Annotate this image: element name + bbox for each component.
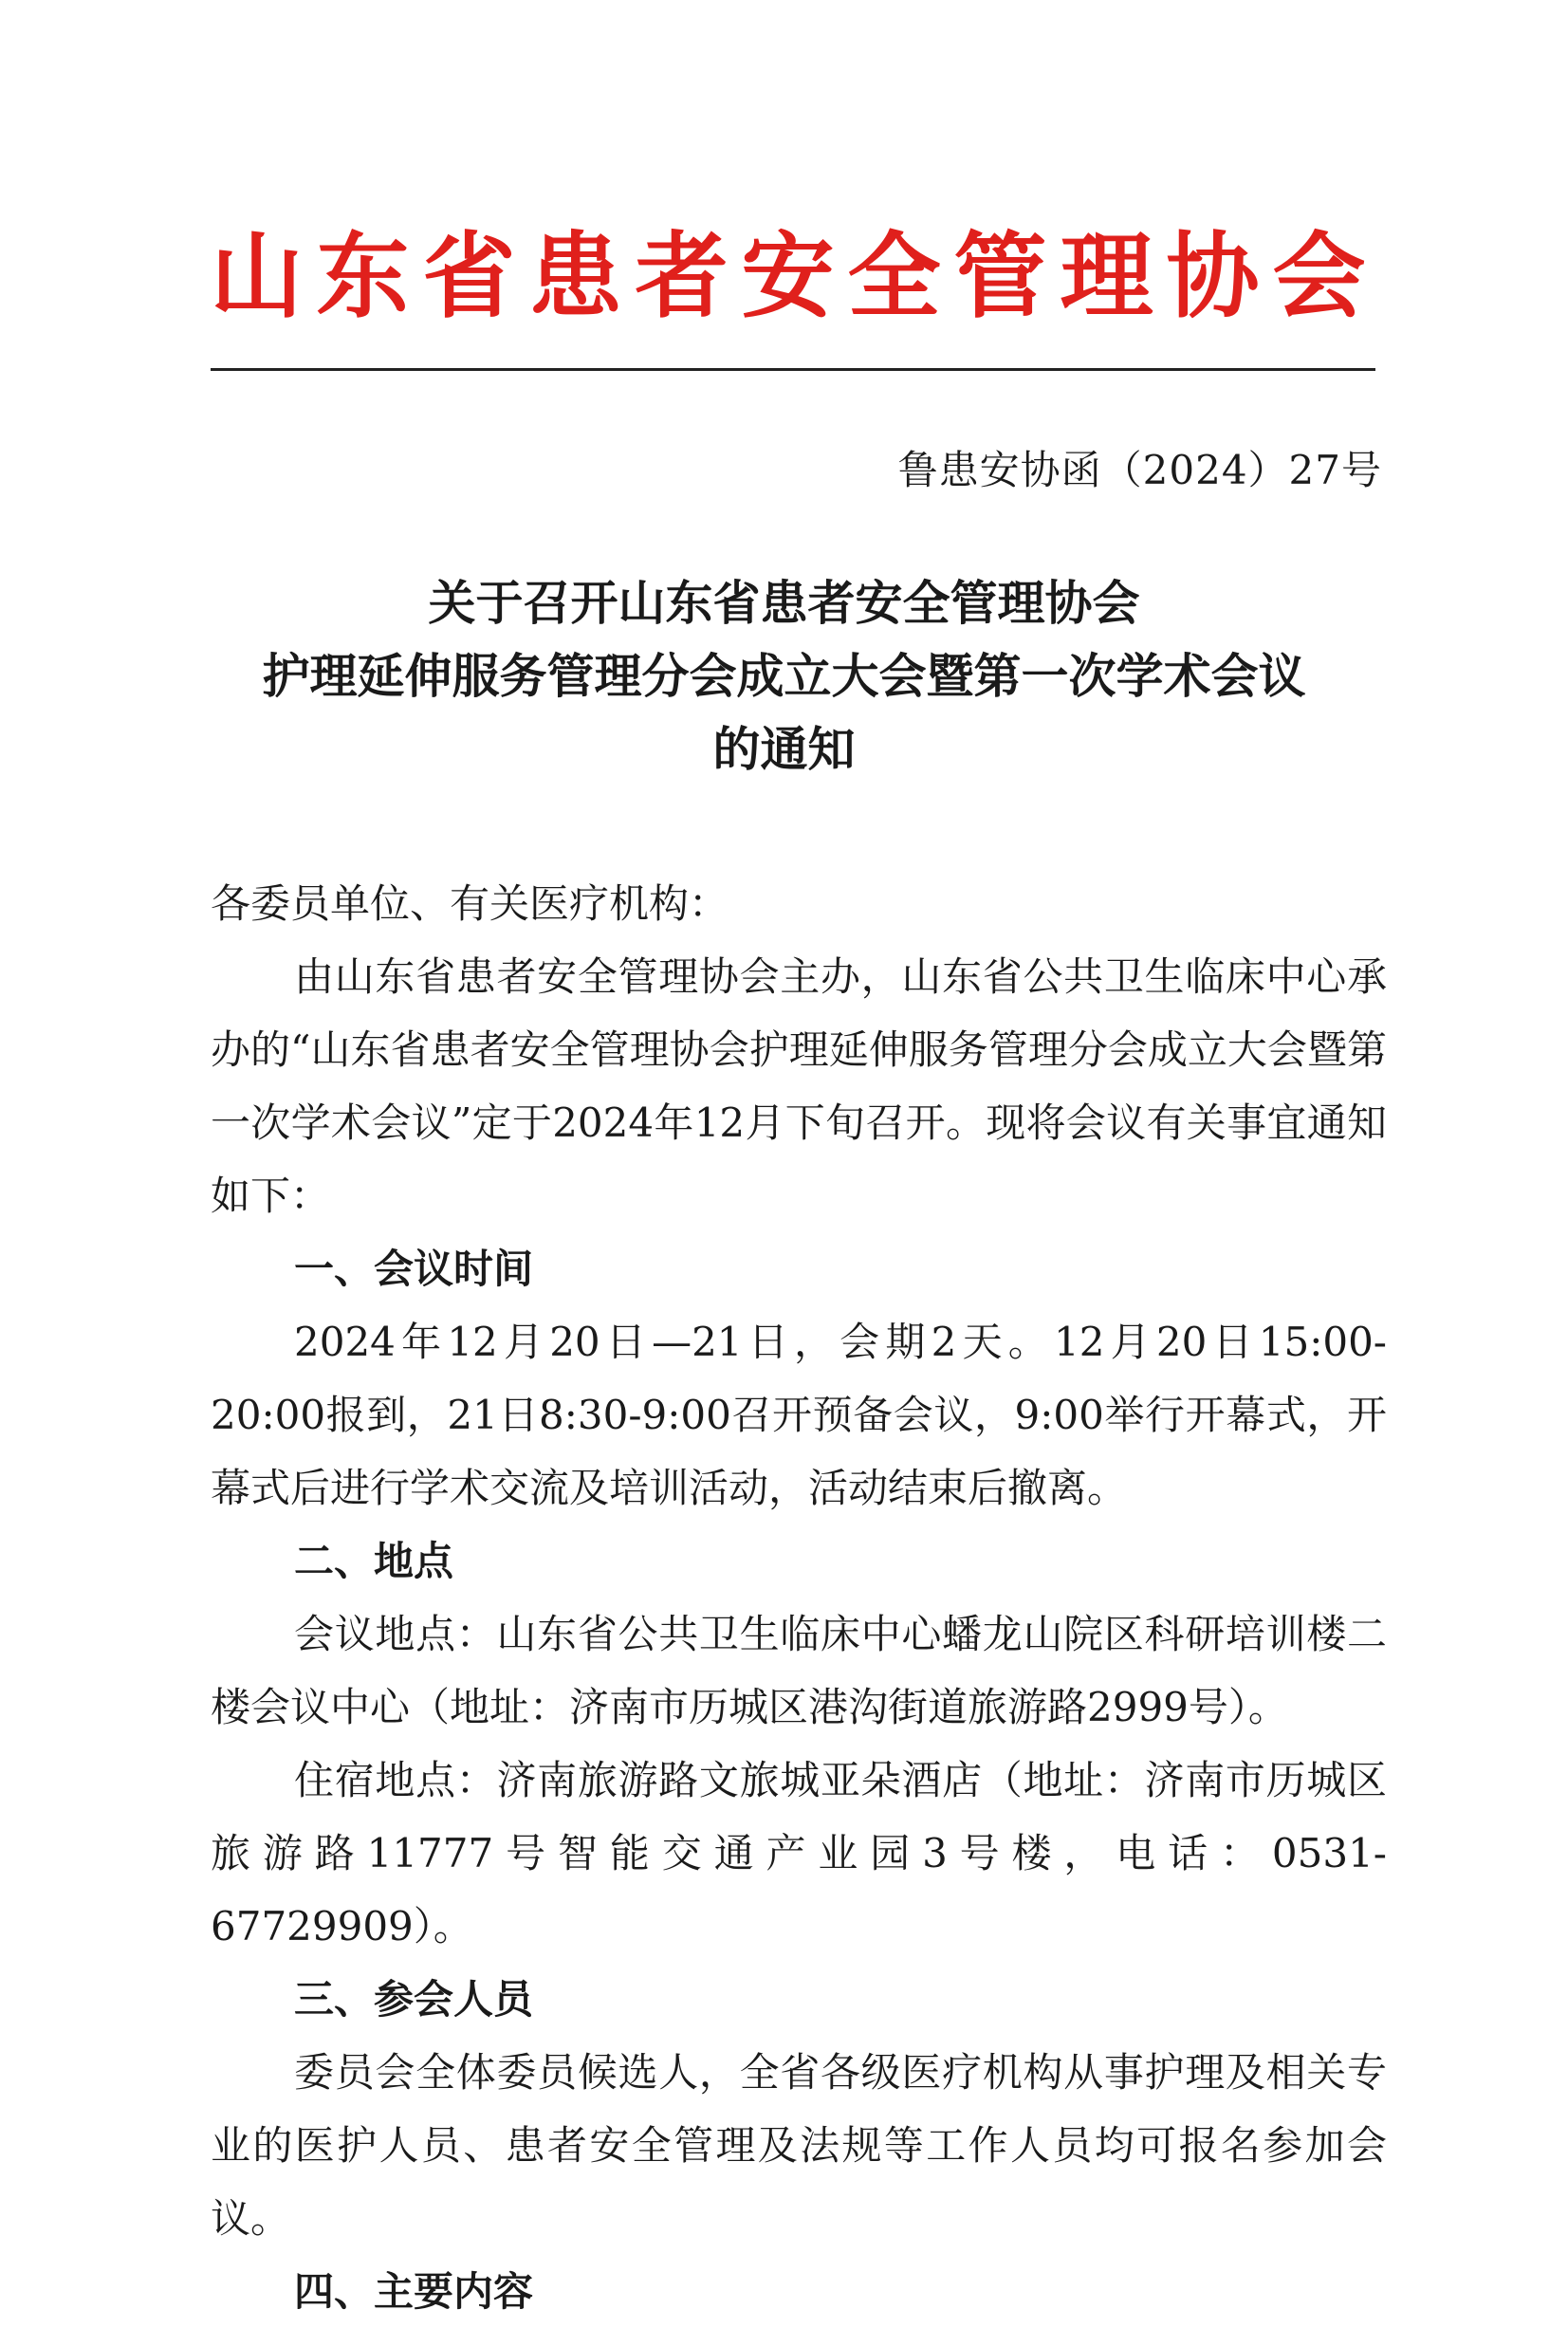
title-line-3: 的通知 bbox=[712, 722, 856, 777]
document-number: 鲁患安协函（2024）27号 bbox=[897, 447, 1382, 493]
notice-body bbox=[211, 867, 1387, 2328]
notice-title bbox=[142, 567, 1426, 786]
section-attendees-text: 委员会全体委员候选人，全省各级医疗机构从事护理及相关专业的医护人员、患者安全管理及法规等工作人员均可报名参加会议。 bbox=[211, 2049, 1387, 2242]
letterhead-divider bbox=[211, 368, 1375, 371]
section-venue-text: 会议地点：山东省公共卫生临床中心蟠龙山院区科研培训楼二楼会议中心（地址：济南市历城区港沟街道旅游路2999号）。 bbox=[211, 1611, 1387, 1730]
salutation: 各委员单位、有关医疗机构： bbox=[211, 880, 729, 927]
section-time-text: 2024年12月20日—21日，会期2天。12月20日15:00-20:00报到，21日8:30-9:00召开预备会议，9:00举行开幕式，开幕式后进行学术交流及培训活动，活动结束后撤离。 bbox=[211, 1319, 1387, 1511]
section-lodging-text: 住宿地点：济南旅游路文旅城亚朵酒店（地址：济南市历城区旅游路11777号智能交通产业园3号楼，电话：0531-67729909）。 bbox=[211, 1757, 1387, 1949]
letterhead-org-name: 山东省患者安全管理协会 bbox=[210, 222, 1379, 331]
section-heading-time: 一、会议时间 bbox=[294, 1246, 534, 1292]
intro-paragraph: 由山东省患者安全管理协会主办，山东省公共卫生临床中心承办的“山东省患者安全管理协会护理延伸服务管理分会成立大会暨第一次学术会议”定于2024年12月下旬召开。现将会议有关事宜通知如下： bbox=[211, 953, 1387, 1219]
section-heading-content: 四、主要内容 bbox=[294, 2268, 534, 2315]
section-heading-attendees: 三、参会人员 bbox=[294, 1976, 534, 2023]
title-line-2: 护理延伸服务管理分会成立大会暨第一次学术会议 bbox=[262, 649, 1306, 704]
title-line-1: 关于召开山东省患者安全管理协会 bbox=[428, 576, 1140, 631]
section-heading-location: 二、地点 bbox=[294, 1538, 454, 1584]
